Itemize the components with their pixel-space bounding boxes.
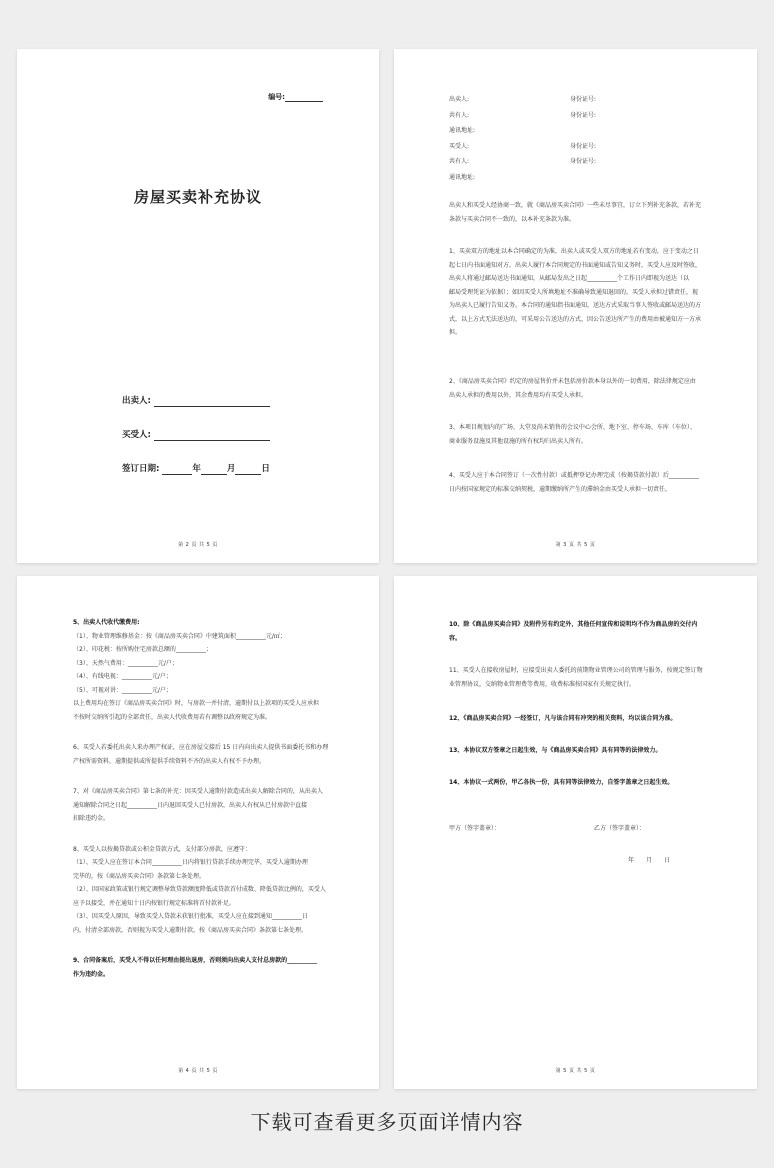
clause-10 xyxy=(449,618,697,645)
paragraph-line: 扣除违约金。 xyxy=(73,815,110,822)
day-blank xyxy=(235,465,261,475)
paragraph-line: 4、买受人应于本合同签订（一次性付款）或抵押登记办理完成（按揭贷款付款）后__________ xyxy=(449,472,699,479)
document-page-3 xyxy=(17,576,379,1089)
paragraph-line: 10、除《商品房买卖合同》及附件另有约定外，其他任何宣传和说明均不作为商品房的交付内 xyxy=(449,621,698,628)
party-field-label: 共有人: xyxy=(449,158,470,165)
party-b-signature: 乙方（签字盖章）： xyxy=(594,825,646,832)
contract-number-blank xyxy=(285,94,323,102)
paragraph-line: 作为违约金。 xyxy=(73,970,110,978)
paragraph-line: （1）、物业管理维修基金：按《商品房买卖合同》中建筑面积__________元/㎡； xyxy=(73,632,286,640)
party-a-signature: 甲方（签字盖章）： xyxy=(449,825,501,832)
clause-13: 13、本协议双方签章之日起生效，与《商品房买卖合同》具有同等的法律效力。 xyxy=(449,747,662,754)
paragraph-line: 完毕的，按《商品房买卖合同》条款第七条处理。 xyxy=(73,872,206,880)
id-number-label: 身份证号: xyxy=(570,111,597,119)
paragraph-line: （2）、印花税：按所购住宅房款总额的__________； xyxy=(73,646,212,653)
paragraph-line: 起七日内书面通知对方。出卖人履行本合同规定的书面通知或告知义务时，买受人应及时签收， xyxy=(449,261,702,269)
page-number: 第 5 页 共 5 页 xyxy=(555,1068,596,1075)
buyer-blank xyxy=(154,431,270,441)
paragraph-line: 为出卖人已履行告知义务。本合同的通知指书面通知，送达方式采取当事人签收或邮局送达的方 xyxy=(449,302,702,309)
party-field-label: 通讯地址: xyxy=(449,173,476,181)
paragraph-line: 业管理协议，交纳物业管理费等费用，收费标准按国家有关规定执行。 xyxy=(449,680,636,688)
paragraph-line: 6、买受人若委托出卖人来办理产权证，应在房屋交接后 15 日内向出卖人提供书面委托书和办理 xyxy=(73,744,329,751)
month-blank xyxy=(201,465,227,475)
download-caption: 下载可查看更多页面详情内容 xyxy=(250,1110,524,1134)
document-title: 房屋买卖补充协议 xyxy=(133,188,262,206)
paragraph-line: 7、对《商品房买卖合同》第七条的补充：因买受人逾期付款造成出卖人解除合同的，从出卖人 xyxy=(73,788,323,795)
paragraph-line: 8、买受人以按揭贷款或公积金贷款方式，支付部分房款，应遵守： xyxy=(73,845,251,853)
clauses-5-to-9 xyxy=(73,616,328,981)
clause-12: 12、《商品房买卖合同》一经签订，凡与该合同有冲突的相关资料，均以该合同为准。 xyxy=(449,715,677,722)
paragraph-line: （4）、有线电视：__________元/户； xyxy=(73,673,172,680)
paragraph-line: 5、出卖人代收代缴费用: xyxy=(73,619,140,626)
paragraph-line: 不按时交纳所引起的全部责任，出卖人代收费用若有调整以政府规定为准。 xyxy=(73,713,272,721)
paragraph-line: 式，以上方式无法送达的，可采用公告送达的方式，因公告送达所产生的费用由被通知方一方承 xyxy=(449,315,702,323)
id-number-label: 身份证号: xyxy=(570,142,597,150)
paragraph-line: 出卖人承担的费用以外，其余费用均有买受人承担。 xyxy=(449,391,588,399)
paragraph-line: （3）、因买受人原因，导致买受人贷款未获银行批准，买受人应在接到通知__________日 xyxy=(73,913,308,920)
paragraph-line: 通知解除合同之日起__________日内退回买受人已付房款，出卖人有权从已付房款中直接 xyxy=(73,801,308,809)
paragraph-line: 日内按国家规定的标准交纳契税，逾期缴纳所产生的滞纳金由买受人承担一切责任。 xyxy=(449,485,672,493)
clause-4 xyxy=(449,469,699,496)
id-number-label: 身份证号: xyxy=(570,158,597,165)
document-page-5 xyxy=(394,576,757,1089)
paragraph-line: 内，付清全部房款，否则视为买受人逾期付款，按《商品房买卖合同》条款第七条处理。 xyxy=(73,926,308,934)
document-page-2 xyxy=(394,49,757,563)
paragraph-line: 产权所需资料，逾期提供或所提供手续资料不齐的出卖人有权不予办理。 xyxy=(73,757,266,765)
page-number: 第 3 页 共 5 页 xyxy=(555,542,596,549)
page-number: 第 2 页 共 5 页 xyxy=(178,542,218,549)
seller-row xyxy=(122,396,270,407)
contract-number xyxy=(268,93,323,102)
paragraph-line: 容。 xyxy=(449,634,462,642)
paragraph-line: 应予以接受，并在通知十日内按银行规定标准将首付款补足。 xyxy=(73,899,236,907)
year-label: 年 xyxy=(192,464,201,474)
party-field-label: 共有人: xyxy=(449,111,470,119)
month-label: 月 xyxy=(226,464,236,474)
party-field-label: 通讯地址: xyxy=(449,127,476,134)
signature-date: 年 月 日 xyxy=(628,857,671,864)
paragraph-line: 条款与买卖合同不一致的，以本补充条款为准。 xyxy=(449,215,576,223)
paragraph-line: （3）、天然气费用：__________元/户； xyxy=(73,659,178,667)
paragraph-line: 11、买受人在接收房屋时，应接受出卖人委托的前期物业管理公司的管理与服务，按规定签订物 xyxy=(449,667,703,674)
clause-14: 14、本协议一式两份，甲乙各执一份，具有同等法律效力，自签字盖章之日起生效。 xyxy=(449,779,674,786)
seller-blank xyxy=(154,397,270,407)
paragraph-line: 3、本项目规划内的广场、大堂及尚未销售的会议中心会所、地下室、停车场、车库（车位）、 xyxy=(449,424,696,431)
clause-2 xyxy=(449,375,696,402)
paragraph-line: 出卖人和买受人经协商一致，就《商品房买卖合同》一些未尽事宜，订立下列补充条款，若补充 xyxy=(449,202,702,209)
seller-label: 出卖人: xyxy=(122,396,151,406)
paragraph-line: 以上费用均在签订《商品房买卖合同》时，与房款一并付清，逾期付以上款项的买受人应承担 xyxy=(73,700,320,707)
document-page-cover xyxy=(17,49,379,563)
paragraph-line: 2、《商品房买卖合同》约定的房屋售价并未包括房价款本身以外的一切费用，除法律规定应由 xyxy=(449,378,696,385)
clause-11 xyxy=(449,664,703,691)
contract-number-label: 编号: xyxy=(268,93,285,101)
year-blank xyxy=(162,465,192,475)
party-field-label: 出卖人: xyxy=(449,96,470,103)
buyer-label: 买受人: xyxy=(122,430,151,440)
paragraph-line: 担。 xyxy=(449,329,462,336)
party-field-label: 买受人: xyxy=(449,142,470,150)
intro-paragraph xyxy=(449,199,701,226)
buyer-row xyxy=(122,430,270,441)
paragraph-line: 邮局受理凭证为依据）；如因买受人所填地址不准确导致通知退回的，买受人承担过错责任，视 xyxy=(449,288,699,296)
clause-3 xyxy=(449,421,696,448)
id-number-label: 身份证号: xyxy=(570,96,597,103)
sign-date-label: 签订日期: xyxy=(122,464,160,474)
paragraph-line: 9、合同备案后，买受人不得以任何理由提出退房，否则须向出卖人支付总房款的__________ xyxy=(73,957,318,964)
page-number: 第 4 页 共 5 页 xyxy=(178,1068,218,1075)
paragraph-line: （2）、因国家政策或银行规定调整导致贷款额度降低或贷款首付成数、降低贷款比例的，买受人 xyxy=(73,886,326,893)
paragraph-line: 1、买卖双方的地址以本合同确定的为准，出卖人或买受人双方的地址若有变动，应于变动之日 xyxy=(449,248,699,255)
sign-date-row xyxy=(122,464,270,475)
paragraph-line: （5）、可视对讲：__________元/户； xyxy=(73,686,172,694)
paragraph-line: 出卖人将通过邮局送达书面通知，从邮局发出之日起__________个工作日内即视为送达（以 xyxy=(449,275,690,282)
paragraph-line: 商业服务设施及其他设施的所有权均归出卖人所有。 xyxy=(449,437,588,445)
day-label: 日 xyxy=(261,464,270,474)
paragraph-line: （1）、买受人应在签订本合同__________日内将银行贷款手续办理完毕，买受人逾期办理 xyxy=(73,859,308,866)
clause-1 xyxy=(449,245,701,340)
